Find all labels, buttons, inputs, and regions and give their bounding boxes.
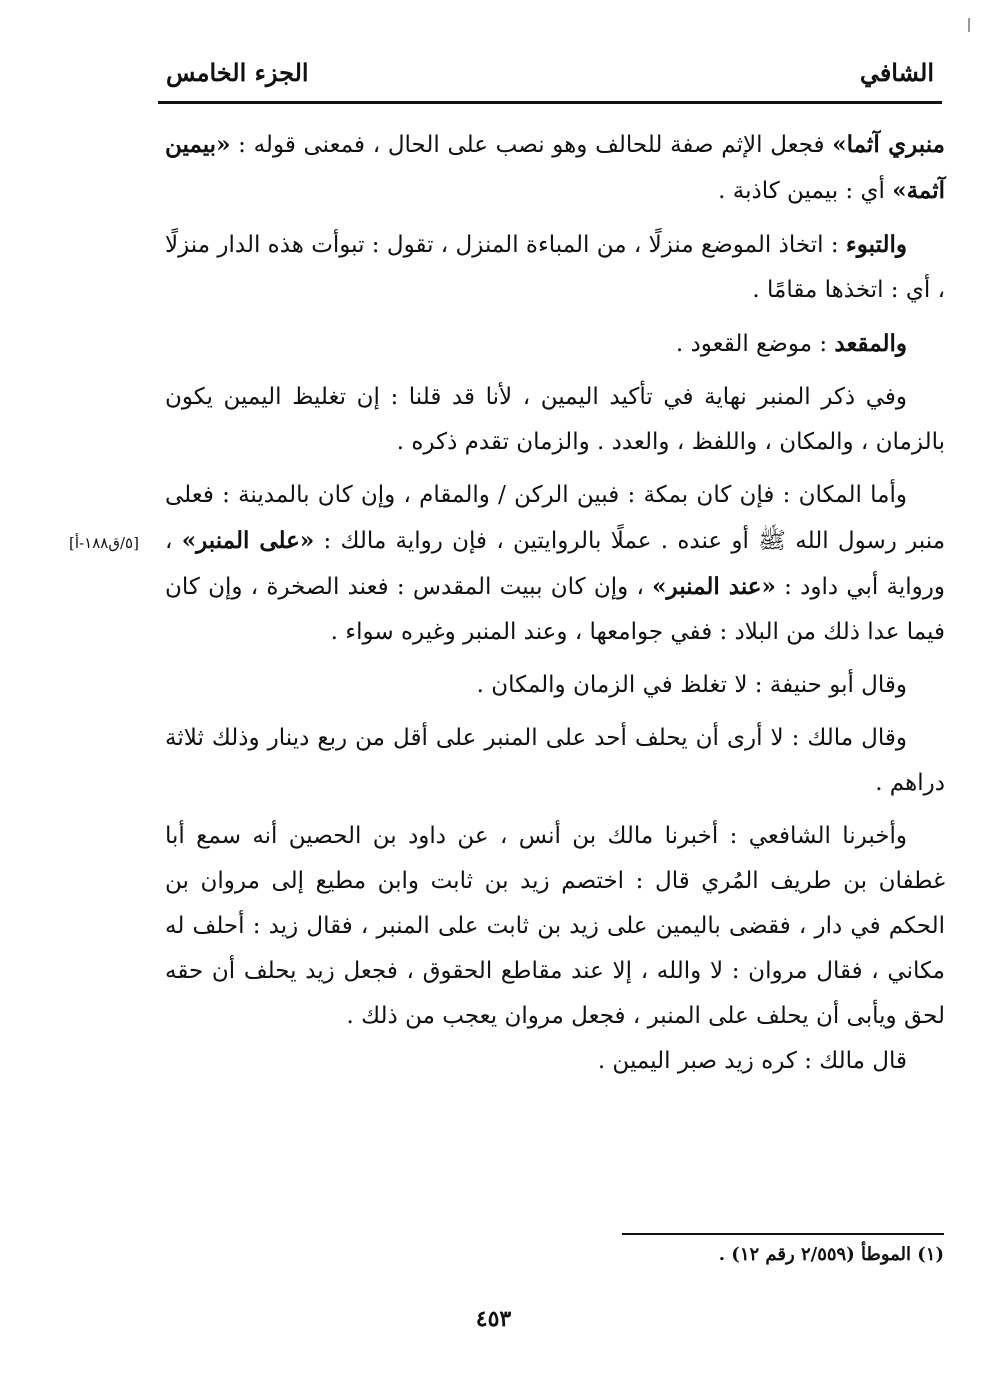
paragraph-malik (165, 716, 945, 806)
text-segment: فجعل الإثم صفة للحالف وهو نصب على الحال ، فمعنى قوله : (230, 132, 833, 158)
text-segment: «عند المنبر» (652, 573, 776, 600)
text-segment: أي : بيمين كاذبة . (718, 178, 893, 204)
text-segment: والتبوء (845, 231, 907, 258)
volume-title: الجزء الخامس (166, 58, 309, 87)
paragraph-abu-hanifa (165, 663, 945, 708)
paragraph-tabawwu (165, 222, 945, 313)
paragraph-malik-comment (165, 1039, 945, 1084)
footnote: (١) الموطأ (٢/٥٥٩ رقم ١٢) . (718, 1244, 944, 1265)
main-text (165, 122, 945, 1084)
text-segment: وقال مالك : لا أرى أن يحلف أحد على المنبر على أقل من ربع دينار وذلك ثلاثة دراهم . (165, 725, 945, 796)
manuscript-folio-note: [٥/ق١٨٨-أ] (69, 534, 139, 552)
paragraph-maqad (165, 321, 945, 367)
text-segment: ، وإن كان ببيت المقدس : فعند الصخرة ، وإن كان فيما عدا ذلك من البلاد : ففي جوامعها ، وعند المنبر وغيره سواء . (165, 574, 945, 645)
page-number: ٤٥٣ (475, 1306, 512, 1332)
footnote-rule (622, 1233, 944, 1235)
text-segment: قال مالك : كره زيد صبر اليمين . (597, 1048, 907, 1074)
text-segment: وقال أبو حنيفة : لا تغلظ في الزمان والمكان . (476, 672, 907, 698)
paragraph-hadith (165, 814, 945, 1039)
book-title: الشافي (859, 58, 934, 87)
paragraph-athim (165, 122, 945, 214)
text-segment: والمقعد (834, 330, 907, 357)
text-segment: منبري آثما» (832, 131, 946, 158)
scan-edge-mark (968, 18, 970, 32)
text-segment: «على المنبر» (181, 527, 315, 554)
text-segment: «بيمين آثمة» (165, 131, 945, 204)
text-segment: وأما المكان : فإن كان بمكة : فبين الركن / والمقام ، وإن كان بالمدينة : فعلى منبر رسول الله ﷺ أو عنده . عملًا بالروايتين ، فإن رواية مالك : (165, 482, 946, 554)
text-segment: وفي ذكر المنبر نهاية في تأكيد اليمين ، لأنا قد قلنا : إن تغليظ اليمين يكون بالزمان ، والمكان ، واللفظ ، والعدد . والزمان تقدم ذكره . (165, 384, 945, 455)
paragraph-minbar (165, 375, 945, 465)
text-segment: : موضع القعود . (675, 331, 835, 357)
text-segment: : اتخاذ الموضع منزلًا ، من المباءة المنزل ، تقول : تبوأت هذه الدار منزلًا ، أي : اتخذها مقامًا . (165, 232, 945, 303)
text-segment: وأخبرنا الشافعي : أخبرنا مالك بن أنس ، عن داود بن الحصين أنه سمع أبا غطفان بن طريف المُري قال : اختصم زيد بن ثابت وابن مطيع إلى مروان بن الحكم في دار ، فقضى باليمين على زيد بن ثابت على المنبر ، فقال زيد : أحلف له مكاني ، فقال مروان : لا والله ، إلا عند مقاطع الحقوق ، فجعل زيد يحلف أن حقه لحق ويأبى أن يحلف على المنبر ، فجعل مروان يعجب من ذلك . (165, 823, 945, 1029)
text-segment: ، ورواية أبي داود : (165, 528, 945, 600)
paragraph-makan (165, 473, 945, 655)
header-rule (158, 101, 942, 104)
running-header (158, 50, 942, 100)
